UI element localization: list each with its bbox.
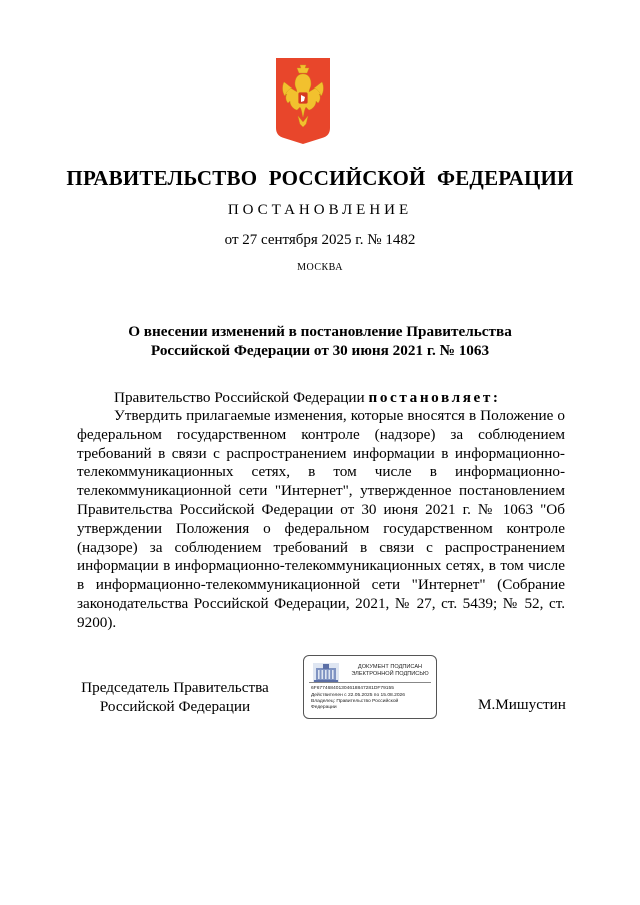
government-building-icon [313,663,339,683]
signer-title [76,679,274,717]
subject-line-1: О внесении изменений в постановление Правительства [128,323,512,340]
stamp-validity: Действителен с 22.05.2025 по 15.08.2026 [311,693,405,698]
issue-city: МОСКВА [297,262,343,273]
preamble [114,389,501,407]
stamp-owner-line-1: Владелец: Правительство Российской [311,699,399,704]
subject-line-2: Российской Федерации от 30 июня 2021 г. № 1063 [150,342,490,359]
stamp-heading-line-1: ДОКУМЕНТ ПОДПИСАН [357,664,423,670]
government-title: ПРАВИТЕЛЬСТВО РОССИЙСКОЙ ФЕДЕРАЦИИ [66,166,574,190]
coat-of-arms-emblem [276,58,330,144]
stamp-divider [309,682,431,683]
stamp-owner-line-2: Федерации [311,705,337,710]
document-date-number: от 27 сентября 2025 г. № 1482 [224,232,416,248]
stamp-heading-line-2: ЭЛЕКТРОННОЙ ПОДПИСЬЮ [351,671,429,677]
decree-body-paragraph: Утвердить прилагаемые изменения, которые вносятся в Положение о федеральном государственном контроле (надзоре) за соблюдением требований в связи с распространением информации в информационно-телекоммуникационных сетях, в том числе в информационно-телекоммуникационной сети "Интернет", утвержденное постановлением Правительства Российской Федерации от 30 июня 2021 г. № 1063 "Об утверждении Положения о федеральном государственном контроле (надзоре) за соблюдением требований в связи с распространением информации в информационно-телекоммуникационных сетях, в том числе в информационно-телекоммуникационной сети "Интернет" (Собрание законодательства Российской Федерации, 2021, № 27, ст. 5439; № 52, ст. 9200). [77,407,565,631]
preamble-text: Правительство Российской Федерации [114,389,369,406]
preamble-decree-word: постановляет: [368,389,501,406]
document-type: ПОСТАНОВЛЕНИЕ [227,202,413,218]
signer-title-line-1: Председатель Правительства [81,679,269,696]
electronic-signature-stamp [303,655,437,719]
stamp-heading [344,664,436,678]
stamp-certificate: 6F677468401304618847281DF79155 [311,686,394,691]
signer-name: М.Мишустин [478,696,566,713]
signer-title-line-2: Российской Федерации [99,697,251,715]
document-subject [80,322,560,360]
